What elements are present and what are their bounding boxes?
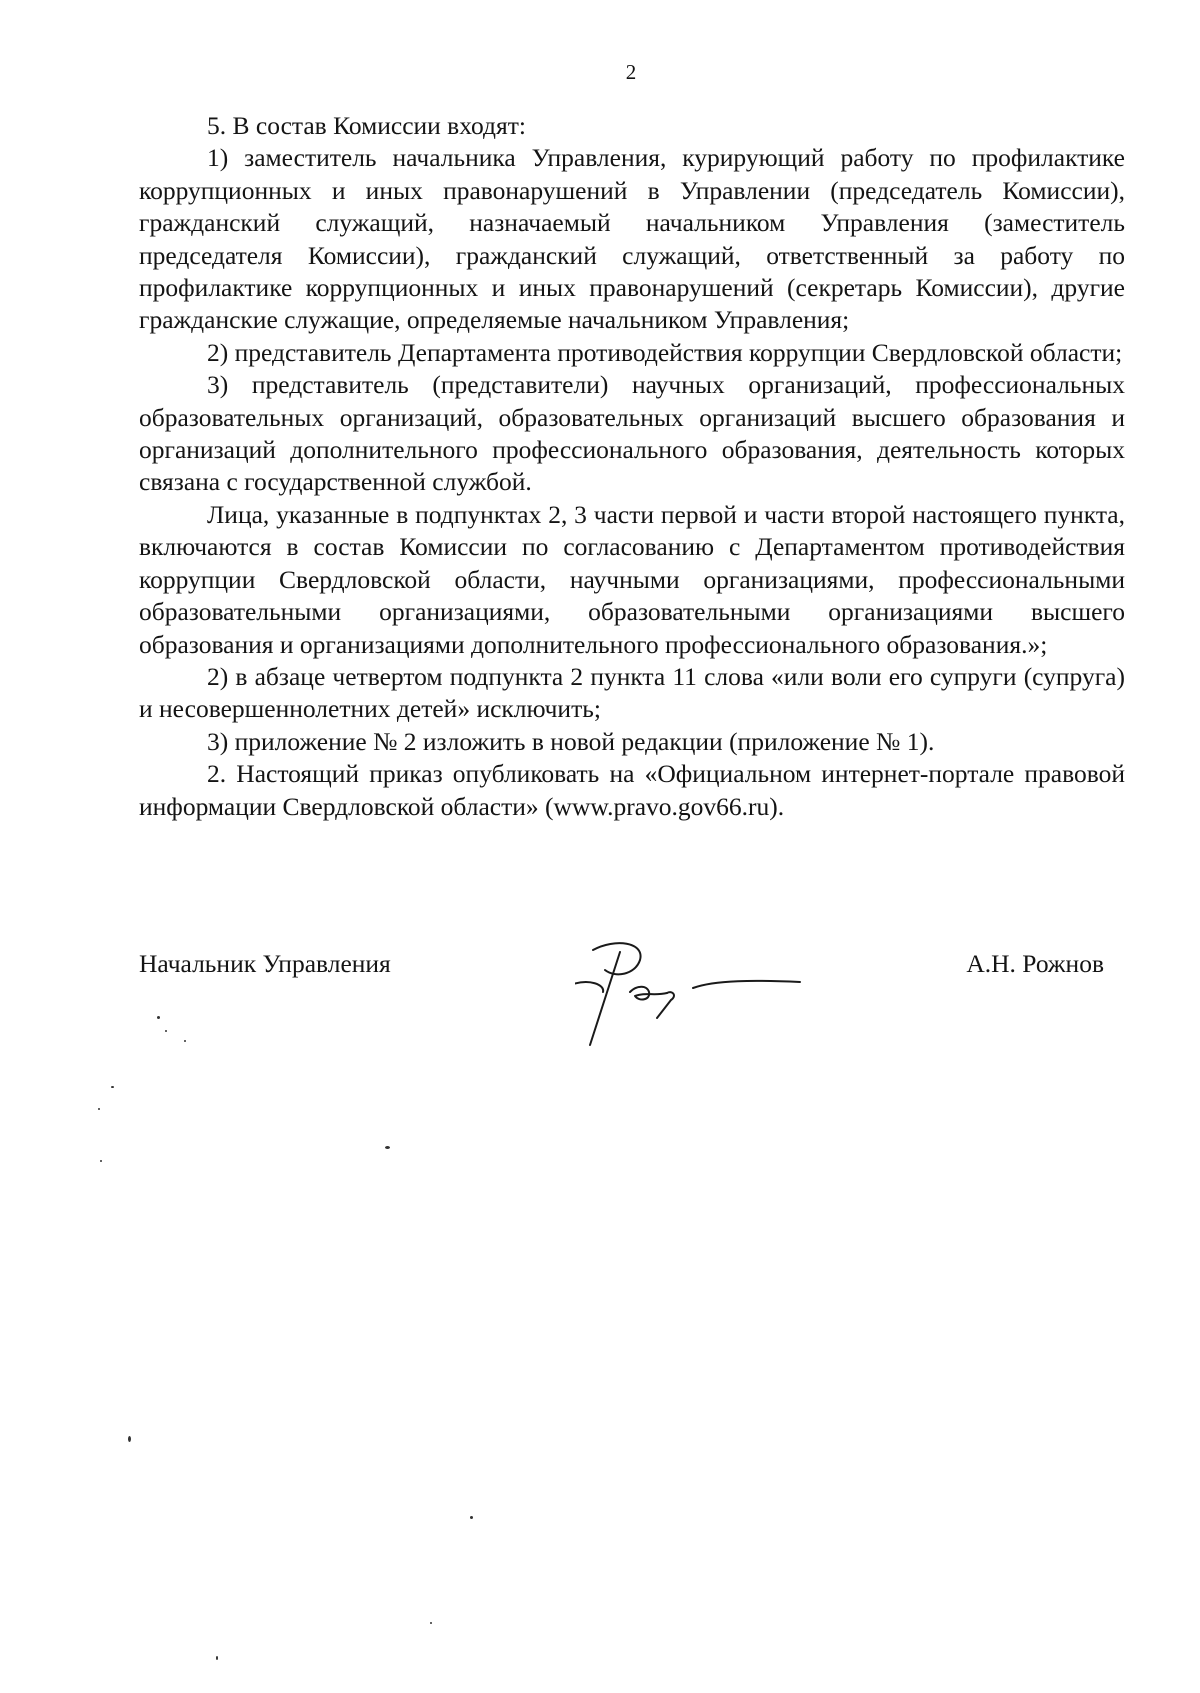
paragraph-item-3: 3) представитель (представители) научных организаций, профессиональных образовательных организаций, образовательных организаций высшего образования и организаций дополнительного профессионального образования, деятельность которых связана с государственной службой. (139, 370, 1125, 497)
scan-speck (111, 1086, 114, 1088)
scan-speck (470, 1516, 473, 1519)
signatory-title: Начальник Управления (139, 949, 391, 978)
signatory-name: А.Н. Рожнов (966, 949, 1104, 978)
document-body (139, 110, 1125, 823)
paragraph-item-2: 2) представитель Департамента противодействия коррупции Свердловской области; (207, 337, 1123, 367)
scan-speck (430, 1622, 432, 1624)
paragraph-commission-composition: 5. В состав Комиссии входят: (207, 111, 526, 140)
scan-speck (184, 1040, 186, 1042)
scan-speck (100, 1160, 102, 1162)
paragraph-amendment-2: 2) в абзаце четвертом подпункта 2 пункта 11 слова «или воли его супруги (супруга) и несовершеннолетних детей» исключить; (139, 661, 1125, 724)
paragraph-amendment-3: 3) приложение № 2 изложить в новой редакции (приложение № 1). (207, 726, 935, 756)
scan-speck (128, 1436, 131, 1442)
paragraph-publication: 2. Настоящий приказ опубликовать на «Официальном интернет-портале правовой информации Свердловской области» (www.pravo.gov66.ru). (139, 759, 1125, 821)
scan-speck (165, 1030, 167, 1032)
page-number: 2 (625, 60, 637, 84)
scan-speck (157, 1016, 160, 1019)
scan-speck (98, 1108, 100, 1110)
scan-speck (385, 1146, 390, 1149)
paragraph-item-1: 1) заместитель начальника Управления, курирующий работу по профилактике коррупционных и иных правонарушений в Управлении (председатель Комиссии), гражданский служащий, назначаемый начальником Управления (заместитель председателя Комиссии), гражданский служащий, ответственный за работу по профилактике коррупционных и иных правонарушений (секретарь Комиссии), другие гражданские служащие, определяемые начальником Управления; (139, 143, 1125, 335)
handwritten-signature (575, 930, 805, 1050)
scan-speck (216, 1656, 218, 1660)
paragraph-persons: Лица, указанные в подпунктах 2, 3 части первой и части второй настоящего пункта, включаются в состав Комиссии по согласованию с Департаментом противодействия коррупции Свердловской области, научными организациями, профессиональными образовательными организациями, образовательными организациями высшего образования и организациями дополнительного профессионального образования.»; (139, 499, 1125, 659)
